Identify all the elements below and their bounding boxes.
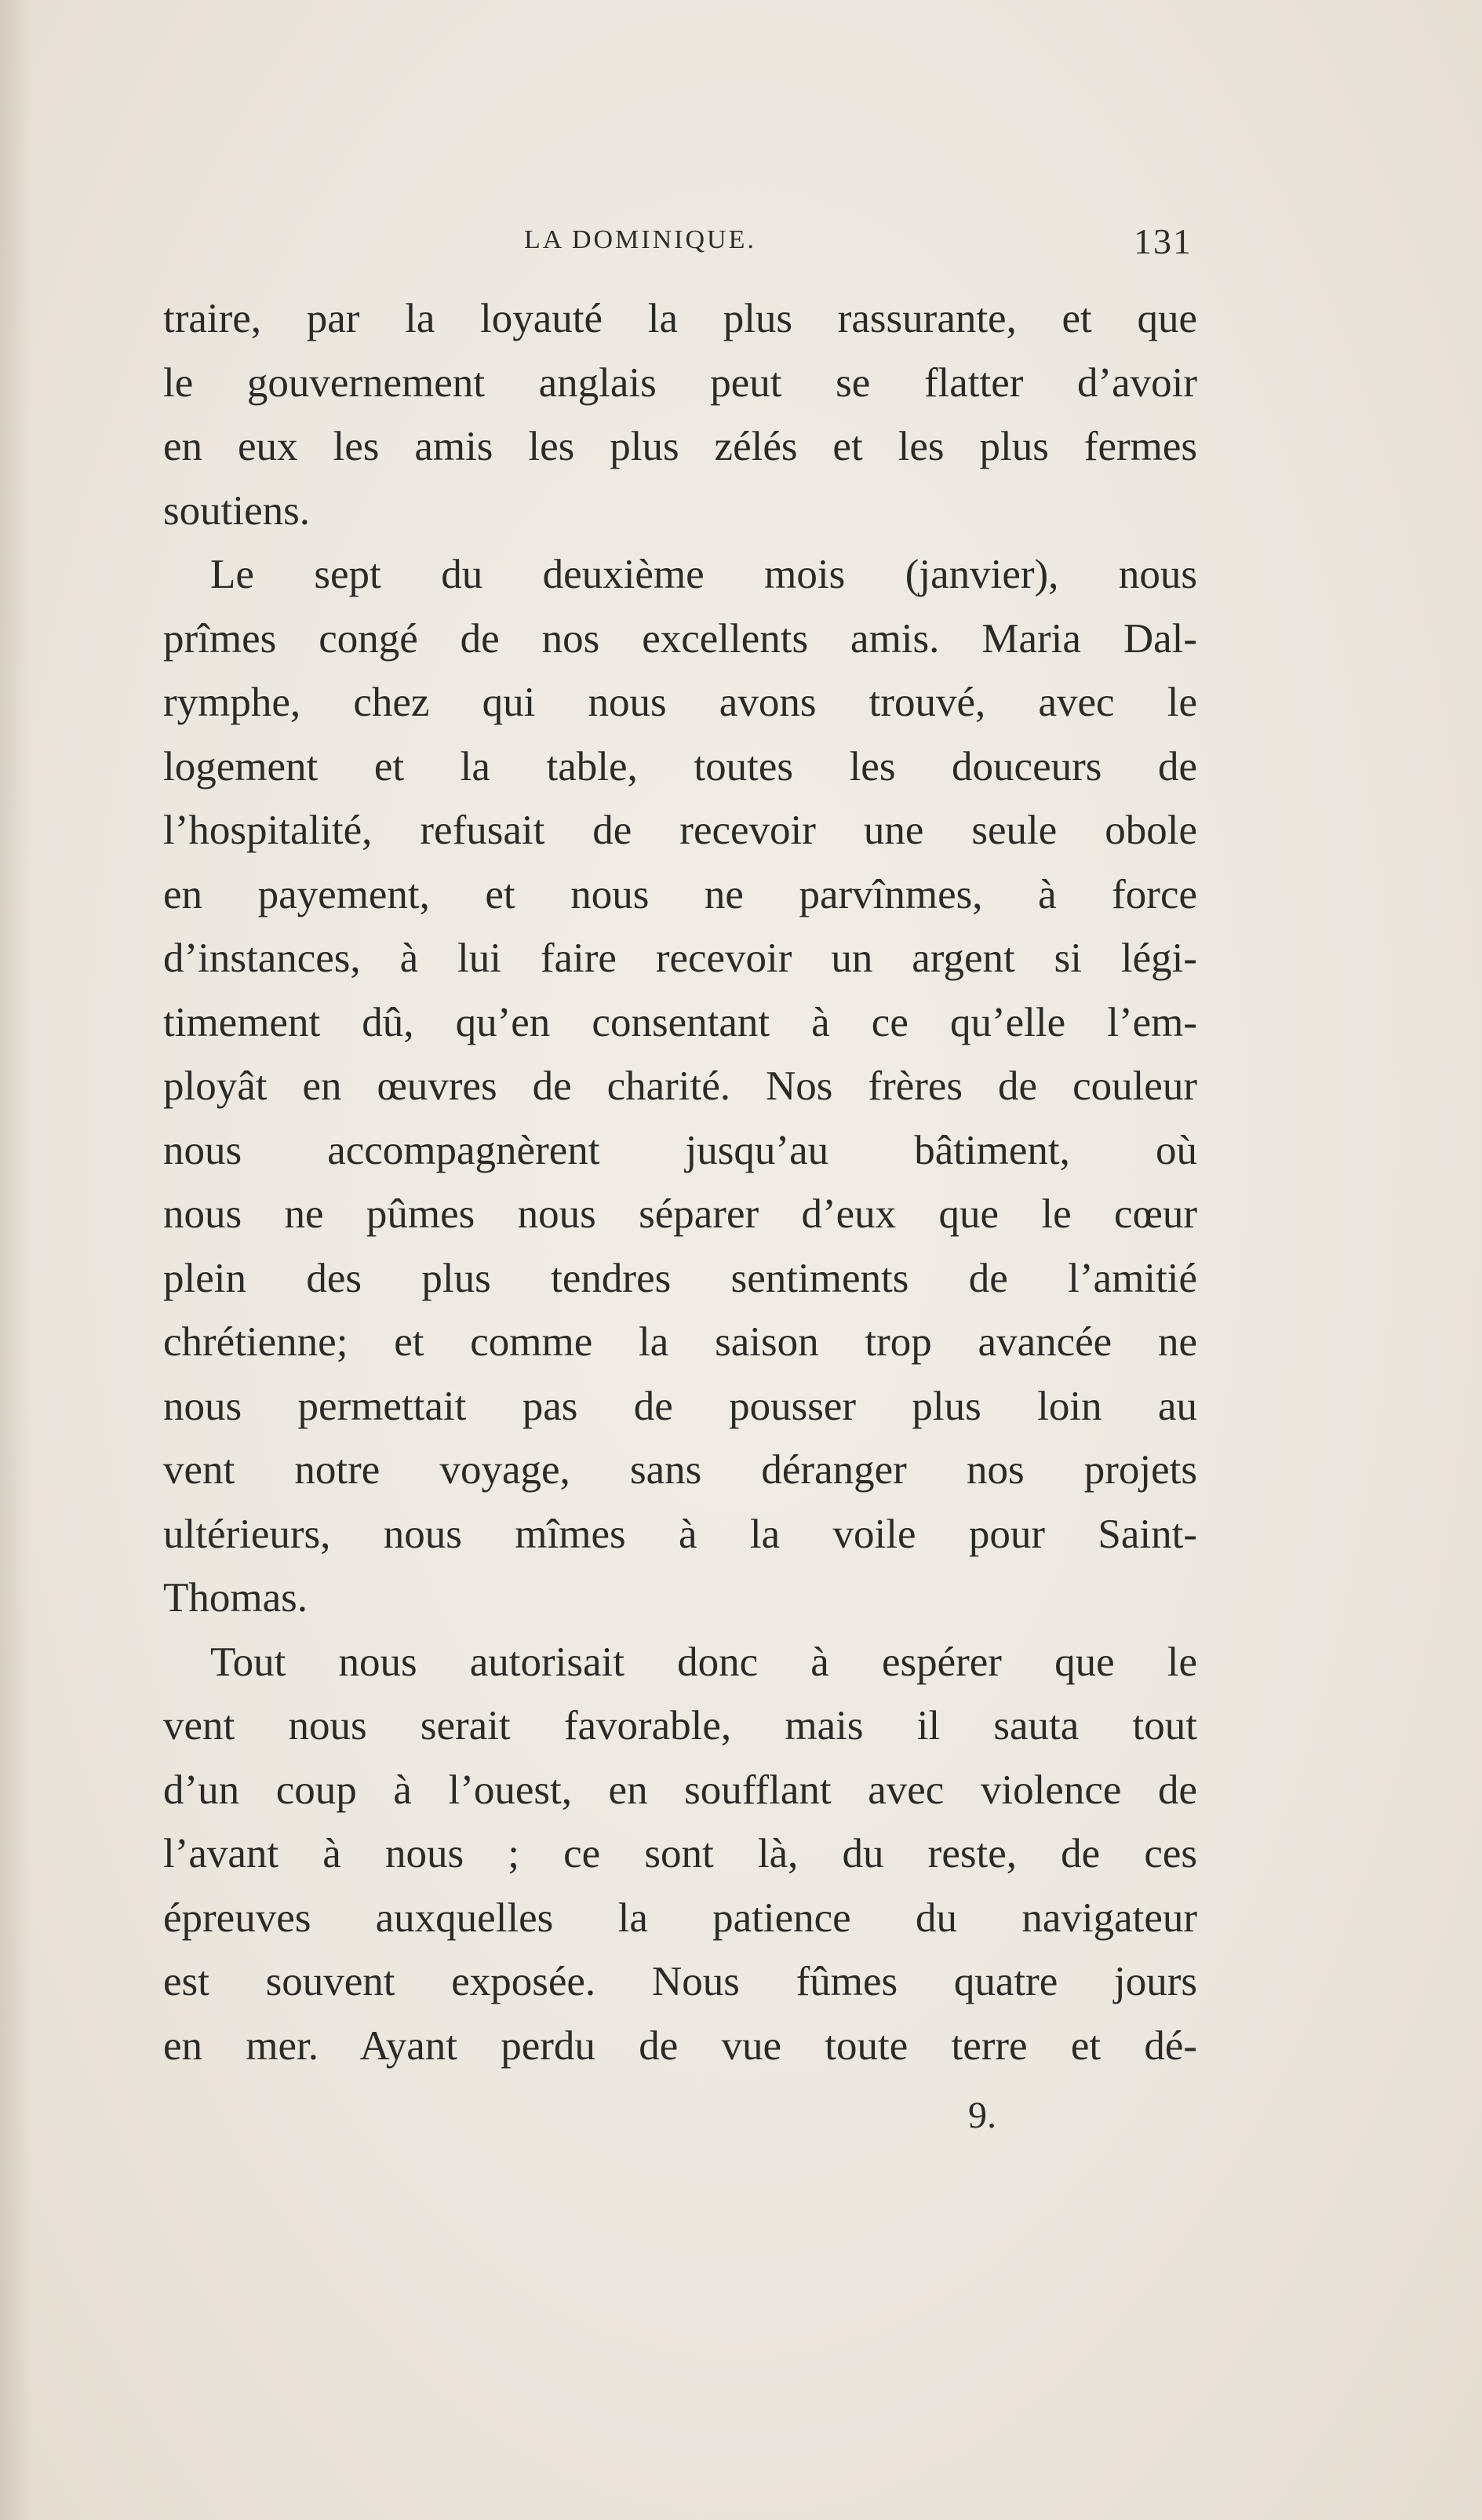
text-line: l’hospitalité, refusait de recevoir une seule obole bbox=[163, 808, 1197, 853]
text-line: est souvent exposée. Nous fûmes quatre jours bbox=[163, 1959, 1197, 2004]
paragraph-start-line: Tout nous autorisait donc à espérer que le bbox=[210, 1639, 1197, 1685]
text-line: d’instances, à lui faire recevoir un argent si légi- bbox=[163, 935, 1197, 981]
text-line: nous permettait pas de pousser plus loin au bbox=[163, 1383, 1197, 1429]
text-line: Thomas. bbox=[163, 1575, 308, 1621]
text-line: prîmes congé de nos excellents amis. Maria Dal- bbox=[163, 615, 1197, 662]
text-line: épreuves auxquelles la patience du navigateur bbox=[163, 1895, 1197, 1941]
text-line: l’avant à nous ; ce sont là, du reste, de ces bbox=[163, 1831, 1197, 1876]
text-line: timement dû, qu’en consentant à ce qu’elle l’em- bbox=[163, 999, 1197, 1045]
page-number: 131 bbox=[1134, 221, 1193, 261]
text-line: en mer. Ayant perdu de vue toute terre et dé- bbox=[163, 2022, 1197, 2069]
text-line: vent notre voyage, sans déranger nos projets bbox=[163, 1447, 1197, 1493]
text-line: soutiens. bbox=[163, 487, 310, 534]
text-line: en eux les amis les plus zélés et les plus fermes bbox=[163, 424, 1197, 469]
text-line: traire, par la loyauté la plus rassurante, et que bbox=[163, 296, 1197, 341]
text-line: plein des plus tendres sentiments de l’amitié bbox=[163, 1255, 1197, 1301]
text-line: rymphe, chez qui nous avons trouvé, avec le bbox=[163, 680, 1197, 725]
text-line: chrétienne; et comme la saison trop avancée ne bbox=[163, 1319, 1197, 1365]
body-text bbox=[163, 287, 1197, 2078]
text-line: nous ne pûmes nous séparer d’eux que le cœur bbox=[163, 1191, 1197, 1237]
text-line: le gouvernement anglais peut se flatter d’avoir bbox=[163, 359, 1197, 406]
text-line: nous accompagnèrent jusqu’au bâtiment, où bbox=[163, 1127, 1197, 1173]
running-title: LA DOMINIQUE. bbox=[524, 225, 756, 254]
text-line: en payement, et nous ne parvînmes, à force bbox=[163, 871, 1197, 917]
paragraph-start-line: Le sept du deuxième mois (janvier), nous bbox=[210, 552, 1197, 597]
text-line: logement et la table, toutes les douceurs de bbox=[163, 743, 1197, 790]
signature-mark: 9. bbox=[968, 2095, 996, 2136]
text-line: vent nous serait favorable, mais il sauta tout bbox=[163, 1703, 1197, 1749]
text-line: ployât en œuvres de charité. Nos frères de couleur bbox=[163, 1063, 1197, 1109]
text-line: d’un coup à l’ouest, en soufflant avec violence de bbox=[163, 1767, 1197, 1813]
text-line: ultérieurs, nous mîmes à la voile pour Saint- bbox=[163, 1511, 1197, 1557]
running-head bbox=[165, 221, 1196, 272]
